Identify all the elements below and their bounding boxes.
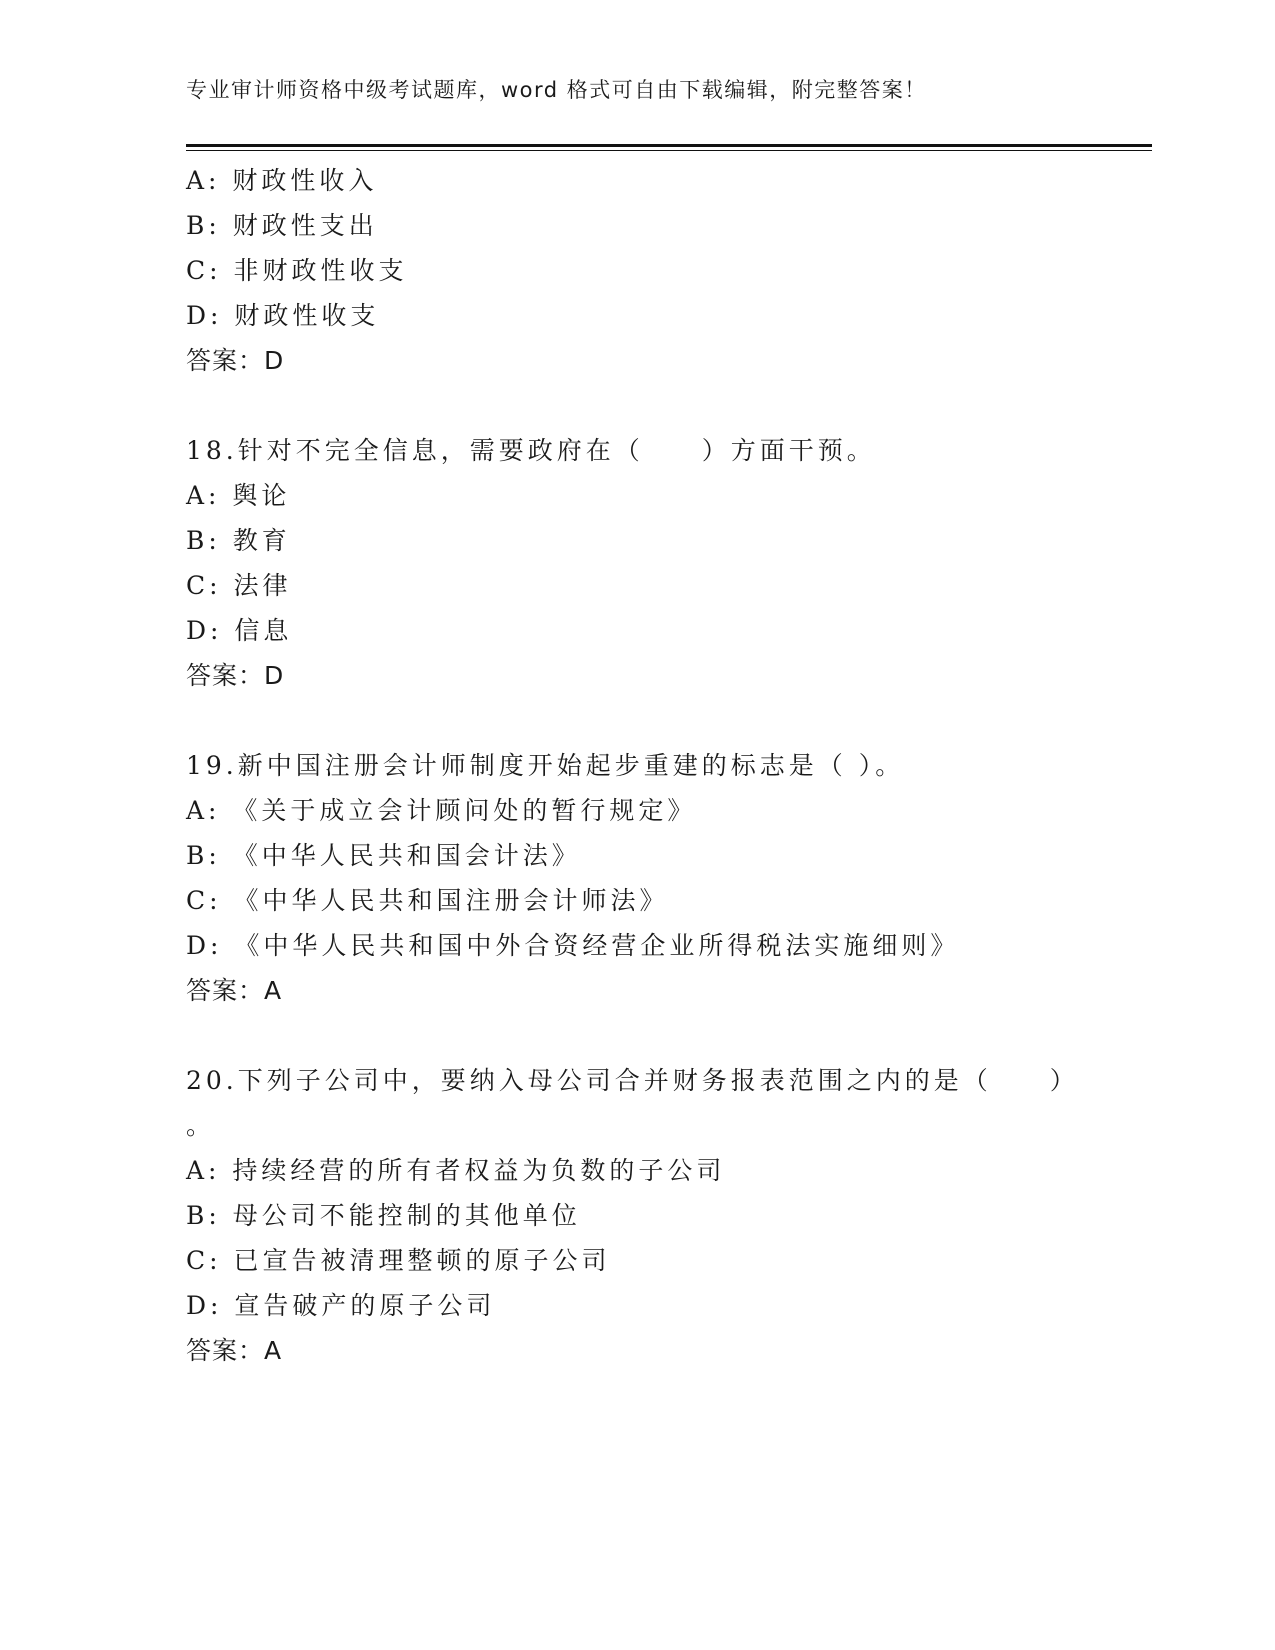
answer-line: 答案：D — [186, 346, 285, 375]
option-a: A: 持续经营的所有者权益为负数的子公司 — [186, 1156, 726, 1185]
option-b: B: 财政性支出 — [186, 211, 378, 240]
header-divider-thin — [186, 150, 1152, 151]
option-b: B: 母公司不能控制的其他单位 — [186, 1201, 581, 1230]
question-stem: 19.新中国注册会计师制度开始起步重建的标志是（ ）。 — [186, 751, 905, 780]
answer-line: 答案：A — [186, 976, 283, 1005]
answer-line: 答案：A — [186, 1336, 283, 1365]
option-d: D: 财政性收支 — [186, 301, 380, 330]
question-18 — [186, 428, 1146, 698]
header-divider-thick — [186, 144, 1152, 147]
answer-line: 答案：D — [186, 661, 285, 690]
question-stem: 20.下列子公司中，要纳入母公司合并财务报表范围之内的是（ ） — [186, 1066, 1079, 1095]
question-stem-tail: 。 — [186, 1111, 212, 1140]
option-a: A: 舆论 — [186, 481, 291, 510]
question-list — [186, 158, 1146, 1373]
question-19 — [186, 743, 1146, 1013]
question-20 — [186, 1058, 1146, 1373]
option-a: A: 财政性收入 — [186, 166, 378, 195]
option-c: C: 已宣告被清理整顿的原子公司 — [186, 1246, 611, 1275]
page-header: 专业审计师资格中级考试题库，word 格式可自由下载编辑，附完整答案！ — [186, 78, 927, 102]
option-c: C: 法律 — [186, 571, 292, 600]
option-d: D: 信息 — [186, 616, 293, 645]
option-c: C: 《中华人民共和国注册会计师法》 — [186, 886, 669, 915]
option-a: A: 《关于成立会计顾问处的暂行规定》 — [186, 796, 697, 825]
option-d: D: 宣告破产的原子公司 — [186, 1291, 496, 1320]
question-stem: 18.针对不完全信息，需要政府在（ ）方面干预。 — [186, 436, 876, 465]
option-d: D: 《中华人民共和国中外合资经营企业所得税法实施细则》 — [186, 931, 960, 960]
option-b: B: 教育 — [186, 526, 291, 555]
option-c: C: 非财政性收支 — [186, 256, 408, 285]
question-17 — [186, 158, 1146, 383]
option-b: B: 《中华人民共和国会计法》 — [186, 841, 581, 870]
